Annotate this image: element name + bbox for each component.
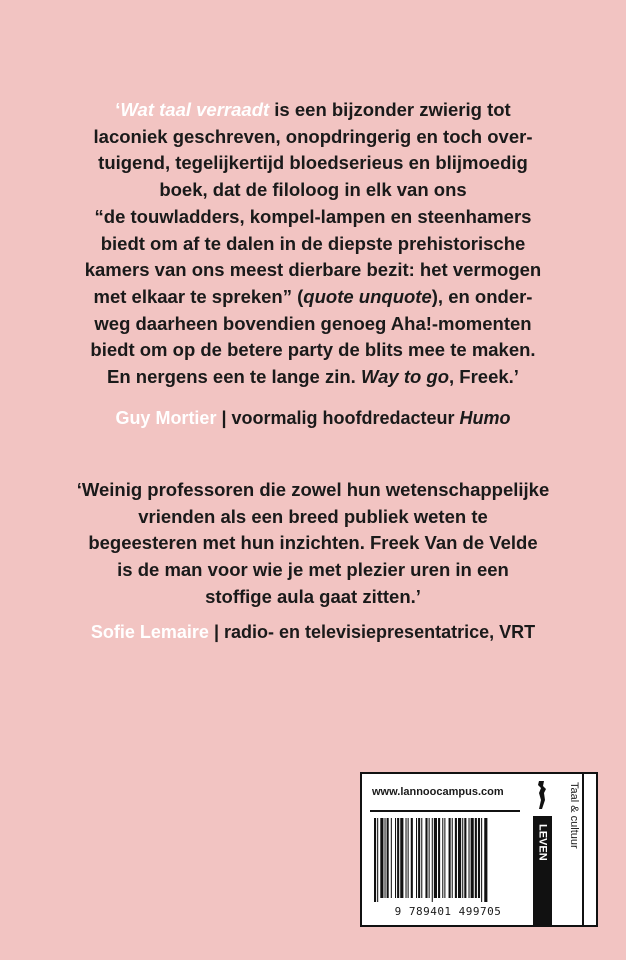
quote-1-line-6: biedt om af te dalen in de diepste prehistorische bbox=[100, 232, 526, 254]
quote-block-1 bbox=[40, 97, 586, 391]
quote-1-line-10: biedt om op de betere party de blits mee te maken. bbox=[90, 339, 536, 361]
quote-1-line-3: tuigend, tegelijkertijd bloedserieus en blijmoedig bbox=[98, 152, 528, 174]
attribution-1-name: Guy Mortier bbox=[115, 408, 217, 428]
quote-1-line-5: “de touwladders, kompel-lampen en steenhamers bbox=[94, 205, 532, 227]
publisher-url[interactable]: www.lannoocampus.com bbox=[372, 786, 504, 798]
quote-2-line-5: stoffige aula gaat zitten.’ bbox=[205, 585, 421, 607]
category-label: Taal & cultuur bbox=[568, 782, 580, 849]
quote-1-line-4: boek, dat de filoloog in elk van ons bbox=[159, 179, 467, 201]
quote-block-2 bbox=[40, 477, 586, 611]
quote-1-line-9: weg daarheen bovendien genoeg Aha!-momenten bbox=[94, 312, 532, 334]
quote-2-line-4: is de man voor wie je met plezier uren in een bbox=[117, 559, 509, 581]
quote-1-line-1: ‘Wat taal verraadt is een bijzonder zwierig tot bbox=[115, 99, 511, 120]
barcode bbox=[372, 818, 522, 902]
attribution-1: Guy Mortier | voormalig hoofdredacteur Humo bbox=[115, 408, 511, 428]
quote-2-line-1: ‘Weinig professoren die zowel hun wetenschappelijke bbox=[76, 479, 550, 500]
attribution-2: Sofie Lemaire | radio- en televisiepresentatrice, VRT bbox=[90, 622, 536, 642]
isbn-number: 9 789401 499705 bbox=[394, 905, 502, 918]
divider bbox=[582, 774, 584, 925]
series-label: LEVEN bbox=[536, 824, 549, 861]
attribution-2-name: Sofie Lemaire bbox=[90, 622, 209, 642]
quote-1-line-11: En nergens een te lange zin. Way to go, Freek.’ bbox=[107, 366, 519, 388]
imprint-block bbox=[360, 772, 598, 927]
series-bar bbox=[533, 816, 552, 926]
quote-1-line-7: kamers van ons meest dierbare bezit: het vermogen bbox=[84, 259, 542, 281]
quote-1-line-2: laconiek geschreven, onopdringerig en toch over- bbox=[93, 125, 533, 147]
quote-2-line-3: begeesteren met hun inzichten. Freek Van de Velde bbox=[88, 532, 538, 554]
book-title: Wat taal verraadt bbox=[120, 99, 270, 120]
quote-1-line-8: met elkaar te spreken” (quote unquote), en onder- bbox=[93, 285, 533, 307]
divider bbox=[370, 810, 520, 812]
bird-logo-icon bbox=[535, 780, 549, 810]
quote-2-line-2: vrienden als een breed publiek weten te bbox=[138, 505, 488, 527]
